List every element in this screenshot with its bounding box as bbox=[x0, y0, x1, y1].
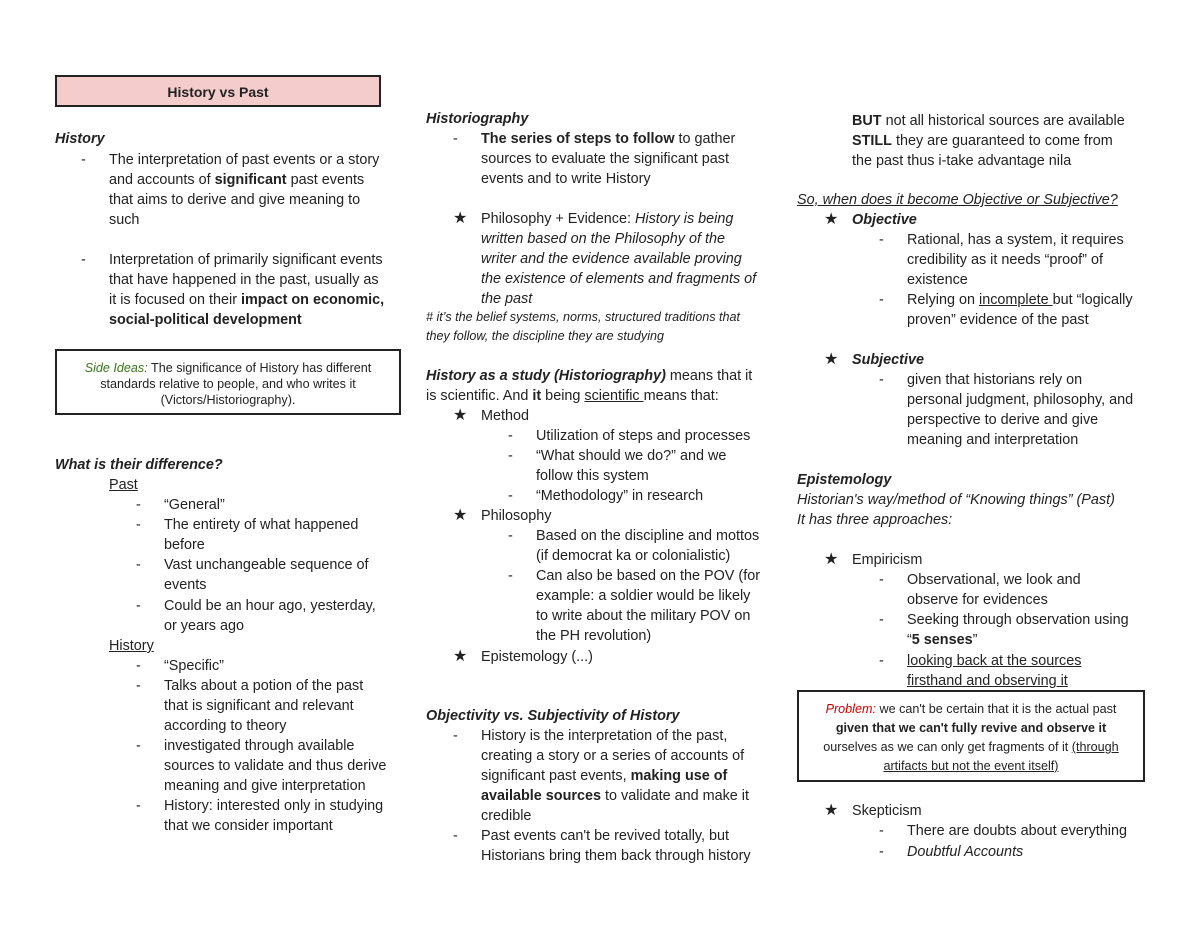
empiricism-point: observe for evidences bbox=[907, 592, 1048, 608]
objectivity-heading: Objectivity vs. Subjectivity of History bbox=[426, 708, 680, 724]
history-diff-point: that we consider important bbox=[164, 818, 333, 834]
philosophy-point: (if democrat ka or colonialistic) bbox=[536, 548, 731, 564]
belief-note-line-2: they follow, the discipline they are studying bbox=[426, 329, 665, 343]
but-line: BUT not all historical sources are available bbox=[852, 113, 1125, 129]
past-point: Vast unchangeable sequence of bbox=[164, 557, 369, 573]
problem-box bbox=[797, 690, 1145, 782]
pe-line-4: the existence of elements and fragments of bbox=[481, 271, 757, 287]
past-point: The entirety of what happened bbox=[164, 517, 359, 533]
page-title: History vs Past bbox=[55, 75, 381, 107]
skepticism-point: There are doubts about everything bbox=[907, 823, 1127, 839]
method-point: Utilization of steps and processes bbox=[536, 428, 751, 444]
subjective-heading: Subjective bbox=[852, 352, 924, 368]
epistemology-heading: Epistemology bbox=[797, 472, 892, 488]
problem-line-2: given that we can't fully revive and observe it bbox=[835, 721, 1107, 735]
epistemology-line-2: It has three approaches: bbox=[797, 512, 953, 528]
philosophy-point: the PH revolution) bbox=[536, 628, 652, 644]
history-diff-point: History: interested only in studying bbox=[164, 798, 384, 814]
history-point-1-line-2: and accounts of significant past events bbox=[109, 172, 365, 188]
objective-point: Relying on incomplete but “logically bbox=[907, 292, 1133, 308]
history-diff-point: Talks about a potion of the past bbox=[164, 678, 364, 694]
dash-bullet: - bbox=[453, 828, 458, 844]
history-diff-point: meaning and give interpretation bbox=[164, 778, 366, 794]
star-bullet-icon: ★ bbox=[453, 210, 468, 227]
epistemology-line-1: Historian's way/method of “Knowing things” (Past) bbox=[797, 492, 1115, 508]
steps-line-3: events and to write History bbox=[481, 171, 651, 187]
past-point: “General” bbox=[164, 497, 225, 513]
side-ideas-line-3: (Victors/Historiography). bbox=[160, 393, 296, 407]
objective-heading: Objective bbox=[852, 212, 917, 228]
problem-line-1: Problem: we can't be certain that it is the actual past bbox=[825, 702, 1117, 716]
epistemology-item: Epistemology (...) bbox=[481, 649, 593, 665]
dash-bullet: - bbox=[508, 568, 513, 584]
history-point-2-line-2: that have happened in the past, usually as bbox=[109, 272, 379, 288]
dash-bullet: - bbox=[453, 131, 458, 147]
history-point-1-line-3: that aims to derive and give meaning to bbox=[109, 192, 361, 208]
steps-line-1: The series of steps to follow to gather bbox=[481, 131, 736, 147]
dash-bullet: - bbox=[81, 152, 86, 168]
dash-bullet: - bbox=[508, 488, 513, 504]
history-diff-point: that is significant and relevant bbox=[164, 698, 354, 714]
historiography-heading: Historiography bbox=[426, 111, 529, 127]
star-bullet-icon: ★ bbox=[453, 507, 468, 524]
history-point-1-line-1: The interpretation of past events or a story bbox=[109, 152, 380, 168]
history-heading: History bbox=[55, 131, 105, 147]
dash-bullet: - bbox=[136, 678, 141, 694]
study-line-1: History as a study (Historiography) means that it bbox=[426, 368, 753, 384]
history-diff-point: sources to validate and thus derive bbox=[164, 758, 387, 774]
problem-line-3: ourselves as we can only get fragments of it (through bbox=[823, 740, 1119, 754]
pe-line-2: written based on the Philosophy of the bbox=[481, 231, 726, 247]
dash-bullet: - bbox=[879, 372, 884, 388]
dash-bullet: - bbox=[879, 572, 884, 588]
empiricism-point: Observational, we look and bbox=[907, 572, 1081, 588]
objective-point: Rational, has a system, it requires bbox=[907, 232, 1124, 248]
objective-subjective-question: So, when does it become Objective or Subjective? bbox=[797, 192, 1118, 208]
dash-bullet: - bbox=[136, 798, 141, 814]
dash-bullet: - bbox=[136, 557, 141, 573]
dash-bullet: - bbox=[508, 528, 513, 544]
dash-bullet: - bbox=[136, 658, 141, 674]
dash-bullet: - bbox=[136, 738, 141, 754]
subjective-point: given that historians rely on bbox=[907, 372, 1083, 388]
philosophy-point: example: a soldier would be likely bbox=[536, 588, 751, 604]
philosophy-item: Philosophy bbox=[481, 508, 552, 524]
history-point-2-line-1: Interpretation of primarily significant events bbox=[109, 252, 383, 268]
objectivity-point-1: available sources to validate and make it bbox=[481, 788, 749, 804]
still-line: STILL they are guaranteed to come from bbox=[852, 133, 1113, 149]
philosophy-point: to write about the military POV on bbox=[536, 608, 751, 624]
empiricism-point: looking back at the sources bbox=[907, 653, 1082, 669]
history-label: History bbox=[109, 638, 154, 654]
objectivity-point-1: History is the interpretation of the past, bbox=[481, 728, 728, 744]
empiricism-point: “5 senses” bbox=[907, 632, 978, 648]
dash-bullet: - bbox=[136, 517, 141, 533]
objective-point: proven” evidence of the past bbox=[907, 312, 1089, 328]
subjective-point: personal judgment, philosophy, and bbox=[907, 392, 1134, 408]
past-label: Past bbox=[109, 477, 138, 493]
study-line-2: is scientific. And it being scientific means that: bbox=[426, 388, 719, 404]
star-bullet-icon: ★ bbox=[453, 648, 468, 665]
side-ideas-label: Side Ideas: bbox=[84, 361, 148, 375]
dash-bullet: - bbox=[879, 292, 884, 308]
subjective-point: perspective to derive and give bbox=[907, 412, 1099, 428]
method-point: “Methodology” in research bbox=[536, 488, 704, 504]
pe-line-1: Philosophy + Evidence: History is being bbox=[481, 211, 734, 227]
dash-bullet: - bbox=[879, 653, 884, 669]
history-point-1-line-4: such bbox=[109, 212, 140, 228]
philosophy-point: Based on the discipline and mottos bbox=[536, 528, 760, 544]
side-ideas-box bbox=[55, 349, 401, 415]
star-bullet-icon: ★ bbox=[824, 802, 839, 819]
side-ideas-line-1: Side Ideas: The significance of History has different bbox=[84, 361, 372, 375]
dash-bullet: - bbox=[508, 428, 513, 444]
star-bullet-icon: ★ bbox=[824, 211, 839, 228]
dash-bullet: - bbox=[136, 497, 141, 513]
dash-bullet: - bbox=[879, 612, 884, 628]
objective-point: credibility as it needs “proof” of bbox=[907, 252, 1103, 268]
problem-label: Problem: bbox=[825, 702, 876, 716]
objectivity-point-2: Past events can't be revived totally, but bbox=[481, 828, 730, 844]
history-point-2-line-4: social-political development bbox=[109, 312, 302, 328]
method-point: “What should we do?” and we bbox=[536, 448, 727, 464]
pe-line-5: the past bbox=[481, 291, 533, 307]
history-diff-point: investigated through available bbox=[164, 738, 355, 754]
problem-line-4: artifacts but not the event itself) bbox=[883, 759, 1059, 773]
philosophy-point: Can also be based on the POV (for bbox=[536, 568, 760, 584]
pe-line-3: writer and the evidence available proving bbox=[481, 251, 742, 267]
dash-bullet: - bbox=[453, 728, 458, 744]
past-point: Could be an hour ago, yesterday, bbox=[164, 598, 376, 614]
skepticism-item: Skepticism bbox=[852, 803, 922, 819]
star-bullet-icon: ★ bbox=[824, 351, 839, 368]
objectivity-point-1: creating a story or a series of accounts of bbox=[481, 748, 745, 764]
dash-bullet: - bbox=[879, 844, 884, 860]
empiricism-item: Empiricism bbox=[852, 552, 923, 568]
star-bullet-icon: ★ bbox=[824, 551, 839, 568]
difference-heading: What is their difference? bbox=[55, 457, 223, 473]
empiricism-point: Seeking through observation using bbox=[907, 612, 1129, 628]
dash-bullet: - bbox=[81, 252, 86, 268]
past-point: events bbox=[164, 577, 207, 593]
objectivity-point-1: significant past events, making use of bbox=[481, 768, 728, 784]
star-bullet-icon: ★ bbox=[453, 407, 468, 424]
past-point: before bbox=[164, 537, 205, 553]
subjective-point: meaning and interpretation bbox=[907, 432, 1079, 448]
history-diff-point: “Specific” bbox=[164, 658, 224, 674]
objectivity-point-2: Historians bring them back through history bbox=[481, 848, 751, 864]
skepticism-point: Doubtful Accounts bbox=[907, 844, 1024, 860]
empiricism-point: firsthand and observing it bbox=[907, 673, 1068, 689]
objective-point: existence bbox=[907, 272, 968, 288]
dash-bullet: - bbox=[879, 232, 884, 248]
history-diff-point: according to theory bbox=[164, 718, 287, 734]
objectivity-point-1: credible bbox=[481, 808, 532, 824]
method-item: Method bbox=[481, 408, 529, 424]
history-point-2-line-3: it is focused on their impact on economic, bbox=[109, 292, 385, 308]
still-line-3: the past thus i-take advantage nila bbox=[852, 153, 1072, 169]
steps-line-2: sources to evaluate the significant past bbox=[481, 151, 729, 167]
dash-bullet: - bbox=[879, 823, 884, 839]
past-point: or years ago bbox=[164, 618, 244, 634]
dash-bullet: - bbox=[508, 448, 513, 464]
side-ideas-line-2: standards relative to people, and who writes it bbox=[100, 377, 356, 391]
dash-bullet: - bbox=[136, 598, 141, 614]
belief-note-line-1: # it’s the belief systems, norms, structured traditions that bbox=[426, 310, 741, 324]
method-point: follow this system bbox=[536, 468, 649, 484]
